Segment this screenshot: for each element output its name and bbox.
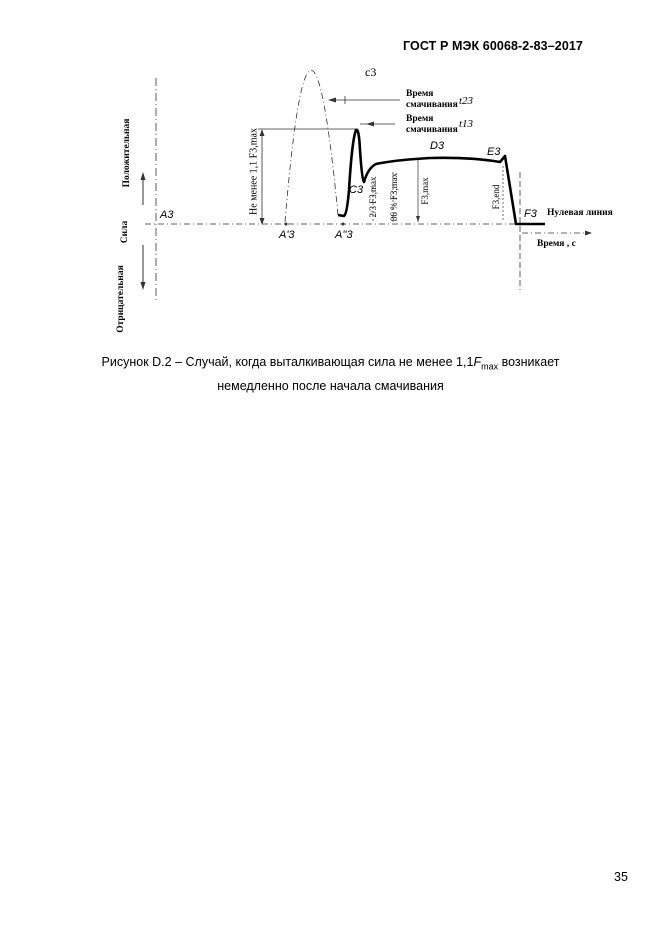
point-e3: E3 [487,146,501,158]
axis-positive-label: Положительная [122,118,132,188]
t23-label [406,89,458,111]
figure-caption [0,353,661,376]
t23-symbol: t23 [459,95,474,107]
page-number: 35 [614,870,628,884]
wetting-force-figure [0,0,661,350]
axis-negative-label: Отрицательная [116,265,126,333]
document-header: ГОСТ Р МЭК 60068-2-83–2017 [403,39,583,53]
t13-label [406,114,458,136]
figure-caption-line2: немедленно после начала смачивания [217,379,444,393]
axis-force-label: Сила [120,220,130,244]
caption-f: F [473,355,482,369]
zero-line-label: Нулевая линия [547,208,613,218]
two-thirds-label: 2/3 F3,max [368,176,378,218]
f3max-label: F3,max [420,177,430,205]
t23-line1: Время [406,89,434,99]
point-a3-double: A''3 [335,229,353,241]
point-f3: F3 [524,208,537,220]
f3end-label: F3,end [491,184,501,210]
t23-line2: смачивания [406,100,458,110]
time-axis-label: Время , с [537,239,576,249]
caption-part2: возникает [498,355,560,369]
point-a3: A3 [160,209,174,221]
point-a3-prime: A'3 [279,229,295,241]
caption-sub: max [481,361,499,372]
theoretical-curve [285,70,338,222]
not-less-label: Не менее 1,1 F3,max [248,128,260,215]
pct86-label: 86 % F3,max [389,172,399,222]
caption-part1: Рисунок D.2 – Случай, когда выталкивающая сила не менее 1,1 [101,355,474,369]
t13-symbol: t13 [459,118,474,130]
t13-line2: смачивания [406,125,458,135]
t13-line1: Время [406,114,434,124]
label-c3: c3 [365,65,377,79]
point-d3: D3 [430,140,445,152]
point-c3: C3 [349,184,364,196]
